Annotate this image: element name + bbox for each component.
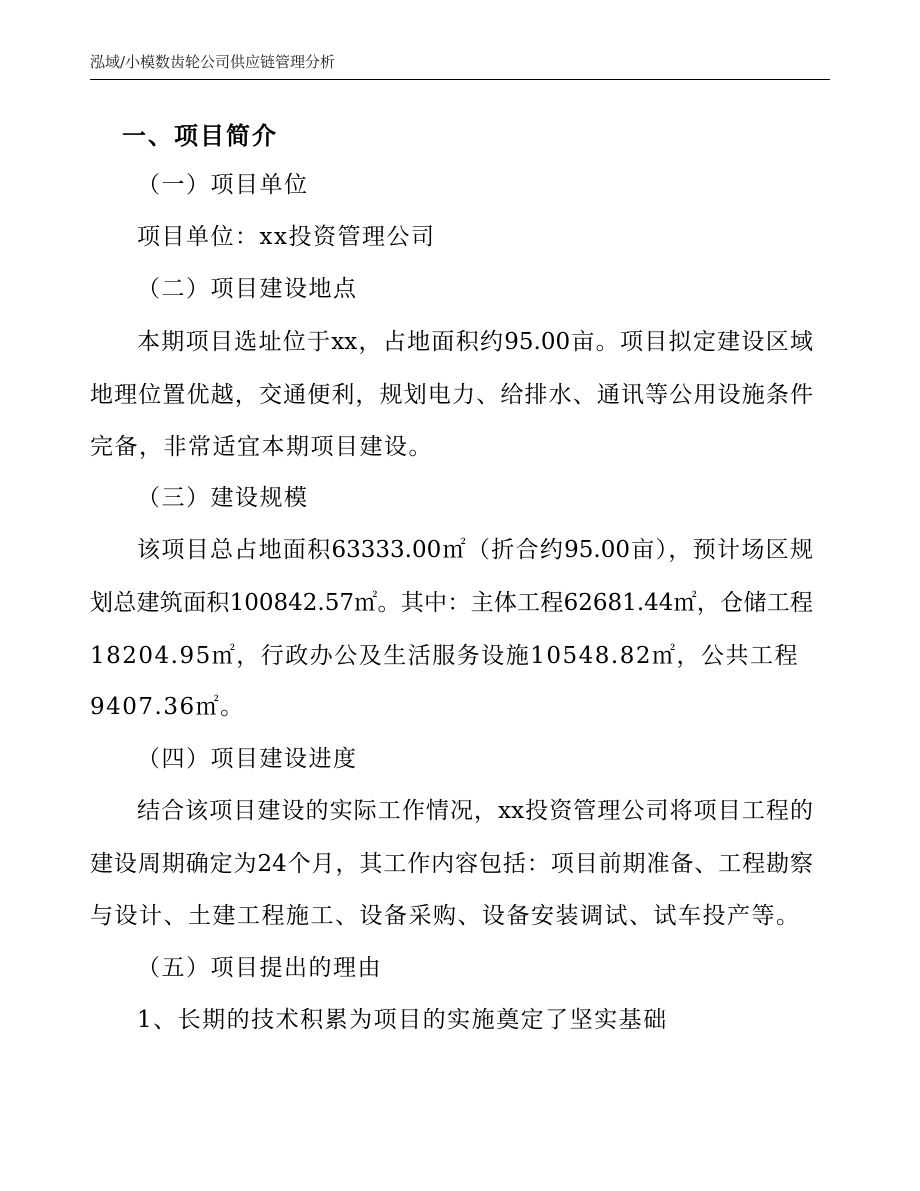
running-header: 泓域/小模数齿轮公司供应链管理分析 <box>90 53 336 71</box>
paragraph-schedule-line: 结合该项目建设的实际工作情况，xx投资管理公司将项目工程的 <box>137 798 813 824</box>
subsection-title-schedule: （四）项目建设进度 <box>137 746 358 772</box>
list-item: 1、长期的技术积累为项目的实施奠定了坚实基础 <box>137 1007 668 1033</box>
paragraph-location-line: 地理位置优越，交通便利，规划电力、给排水、通讯等公用设施条件 <box>90 382 813 408</box>
paragraph-location-line: 本期项目选址位于xx，占地面积约95.00亩。项目拟定建设区域 <box>137 329 813 355</box>
paragraph-scale-line: 该项目总占地面积63333.00㎡（折合约95.00亩），预计场区规 <box>137 537 813 563</box>
subsection-title-unit: （一）项目单位 <box>137 172 309 198</box>
header-rule <box>90 79 830 80</box>
paragraph-schedule-line: 与设计、土建工程施工、设备采购、设备安装调试、试车投产等。 <box>90 903 801 929</box>
paragraph-location-line: 完备，非常适宜本期项目建设。 <box>90 434 433 460</box>
subsection-title-location: （二）项目建设地点 <box>137 276 358 302</box>
paragraph-scale-line: 划总建筑面积100842.57㎡。其中：主体工程62681.44㎡，仓储工程 <box>90 590 813 616</box>
subsection-title-scale: （三）建设规模 <box>137 485 309 511</box>
section-heading: 一、项目简介 <box>122 121 278 150</box>
paragraph-scale-line: 9407.36㎡。 <box>90 694 245 720</box>
paragraph-schedule-line: 建设周期确定为24个月，其工作内容包括：项目前期准备、工程勘察 <box>90 851 813 877</box>
subsection-title-reasons: （五）项目提出的理由 <box>137 955 382 981</box>
paragraph-unit: 项目单位：xx投资管理公司 <box>137 224 436 250</box>
paragraph-scale-line: 18204.95㎡，行政办公及生活服务设施10548.82㎡，公共工程 <box>90 643 799 669</box>
